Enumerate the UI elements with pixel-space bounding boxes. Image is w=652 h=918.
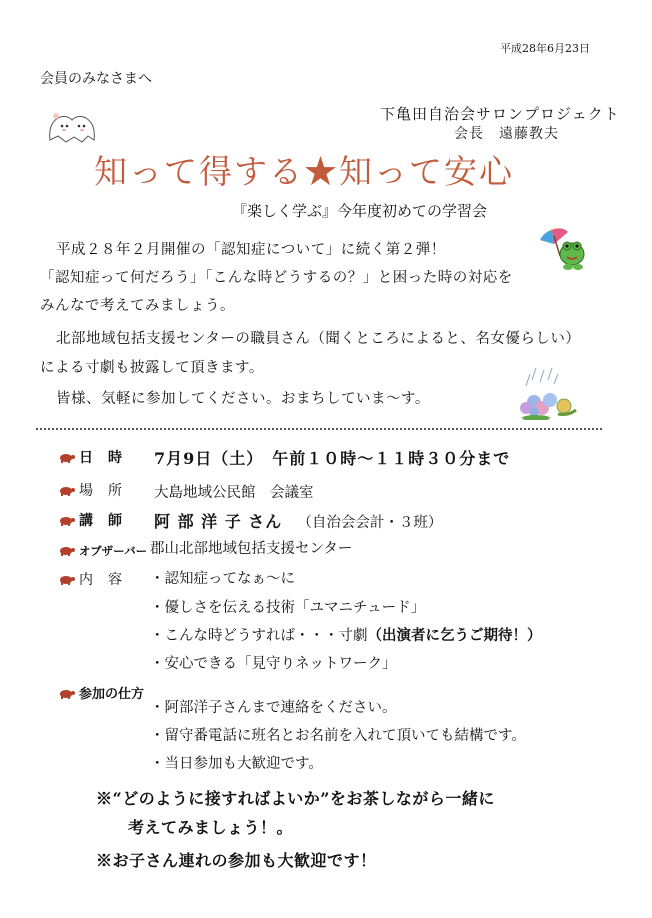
intro-line-1: 平成２８年２月開催の「認知症について」に続く第２弾！ (56, 242, 446, 258)
place-label: 場 所 (79, 483, 123, 499)
section-divider (36, 428, 602, 430)
content-item-text: ・こんな時どうすれば・・・寸劇 (150, 628, 368, 644)
note-line-1a: ※“どのように接すればよいか”をお茶しながら一緒に (96, 789, 495, 808)
lecturer-label: 講 師 (79, 513, 123, 529)
observer-label: オブザーバー (79, 544, 148, 558)
document-date: 平成28年6月23日 (500, 42, 590, 55)
turtle-bullet-icon (58, 485, 76, 496)
page-subtitle: 『楽しく学ぶ』今年度初めての学習会 (232, 202, 488, 220)
page-title: 知って得する★知って安心 (94, 152, 514, 191)
frog-umbrella-icon (538, 222, 590, 272)
intro-line-5: による寸劇も披露して頂きます。 (40, 360, 264, 376)
organization-name: 下亀田自治会サロンプロジェクト (380, 105, 620, 123)
hydrangea-snail-icon (516, 366, 580, 420)
turtle-bullet-icon (58, 574, 76, 585)
content-item: ・認知症ってなぁ～に (150, 571, 295, 587)
observer-value: 郡山北部地域包括支援センター (150, 541, 353, 557)
turtle-bullet-icon (58, 452, 76, 463)
addressee: 会員のみなさまへ (40, 71, 152, 87)
datetime-row (58, 447, 123, 467)
intro-line-2: 「認知症って何だろう」「こんな時どうするの？」と困った時の対応を (40, 270, 513, 286)
chair-name: 会長 遠藤教夫 (454, 126, 559, 142)
turtle-bullet-icon (58, 688, 76, 699)
intro-line-3: みんなで考えてみましょう。 (40, 298, 235, 314)
lecturer-value (154, 509, 442, 532)
intro-line-4: 北部地域包括支援センターの職員さん（聞くところによると、名女優らしい） (56, 331, 581, 347)
content-row (58, 569, 123, 589)
lecturer-row (58, 510, 123, 530)
join-item: ・阿部洋子さんまで連絡をください。 (150, 700, 397, 716)
content-item (150, 624, 542, 645)
place-value: 大島地域公民館 会議室 (154, 485, 314, 501)
join-item: ・留守番電話に班名とお名前を入れて頂いても結構です。 (150, 728, 526, 744)
datetime-label: 日 時 (79, 450, 123, 466)
observer-row (58, 540, 147, 559)
intro-line-6: 皆様、気軽に参加してください。おまちしていま～す。 (56, 391, 430, 407)
datetime-value: 7月9日（土） 午前１０時～１１時３０分まで (154, 449, 511, 468)
note-line-1b: 考えてみましょう！。 (128, 818, 294, 837)
place-row (58, 480, 123, 500)
content-item: ・優しさを伝える技術「ユマニチュード」 (150, 600, 426, 616)
content-item: ・安心できる「見守りネットワーク」 (150, 656, 397, 672)
join-label: 参加の仕方 (79, 687, 145, 702)
turtle-bullet-icon (58, 545, 76, 556)
turtle-bullet-icon (58, 515, 76, 526)
join-row (58, 683, 144, 702)
note-line-2: ※お子さん連れの参加も大歓迎です！ (96, 851, 377, 870)
ghost-couple-icon (44, 104, 100, 148)
lecturer-note: （自治会会計・３班） (297, 515, 443, 531)
content-label: 内 容 (79, 572, 123, 588)
content-item-emphasis: （出演者に乞うご期待！） (367, 627, 542, 644)
lecturer-name: 阿 部 洋 子 さん (154, 512, 283, 531)
join-item: ・当日参加も大歓迎です。 (150, 756, 323, 772)
